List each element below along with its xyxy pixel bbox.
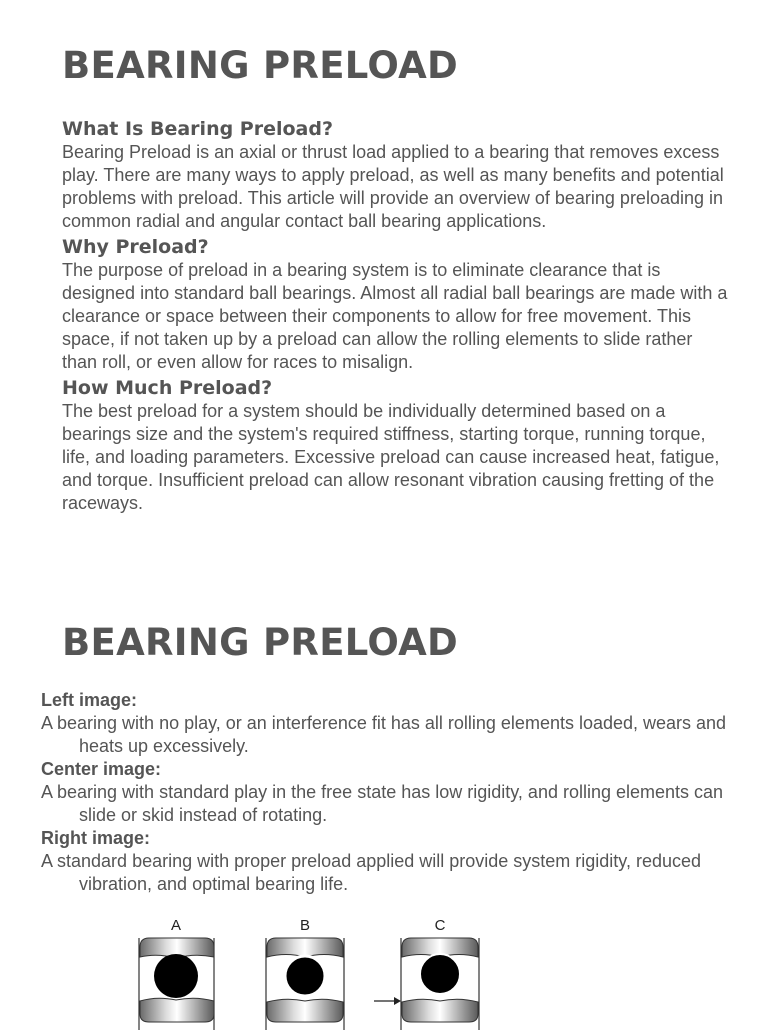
bearing-c [374,917,479,1030]
section-body-what: Bearing Preload is an axial or thrust load applied to a bearing that removes excess play. There are many ways to apply preload, as well as many benefits and potential problems with preload. This article will provide an overview of bearing preloading in common radial and angular contact ball bearing applications. [62,142,724,231]
center-image-desc: A bearing with standard play in the free state has low rigidity, and rolling elements can slide or skid instead of rotating. [41,782,724,825]
right-image-desc: A standard bearing with proper preload applied will provide system rigidity, reduced vibration, and optimal bearing life. [41,851,702,894]
ball-b [285,956,325,996]
bearing-b [266,917,344,1030]
content-sections [62,117,732,517]
left-image-label: Left image: [41,690,138,710]
slide-2 [0,585,768,1024]
section-heading-how-much: How Much Preload? [62,377,273,399]
preload-arrow-head [394,997,401,1005]
section-body-why: The purpose of preload in a bearing system is to eliminate clearance that is designed into standard ball bearings. Almost all radial ball bearings are made with a clearance or space between their components to allow for free movement. This space, if not taken up by a preload can allow the rolling elements to slide rather than roll, or even allow for races to misalign. [62,260,728,372]
slide-2-title: BEARING PRELOAD [62,621,459,664]
image-descriptions [41,689,741,896]
bearing-c-label: C [434,917,446,934]
bearing-a [139,917,214,1030]
right-image-label: Right image: [41,828,151,848]
section-body-how-much: The best preload for a system should be individually determined based on a bearings size and the system's required stiffness, starting torque, running torque, life, and loading parameters. Excessive preload can cause increased heat, fatigue, and torque. Insufficient preload can allow resonant vibration causing fretting of the raceways. [62,401,720,513]
bearing-b-label: B [299,917,311,934]
ball-a [154,954,198,998]
page-title: BEARING PRELOAD [62,44,459,87]
center-image-label: Center image: [41,759,162,779]
bearing-diagram [120,910,520,1030]
bearing-a-label: A [170,917,182,934]
section-heading-why: Why Preload? [62,236,209,258]
left-image-desc: A bearing with no play, or an interference fit has all rolling elements loaded, wears and heats up excessively. [41,713,727,756]
ball-c [420,954,460,994]
section-heading-what: What Is Bearing Preload? [62,118,334,140]
